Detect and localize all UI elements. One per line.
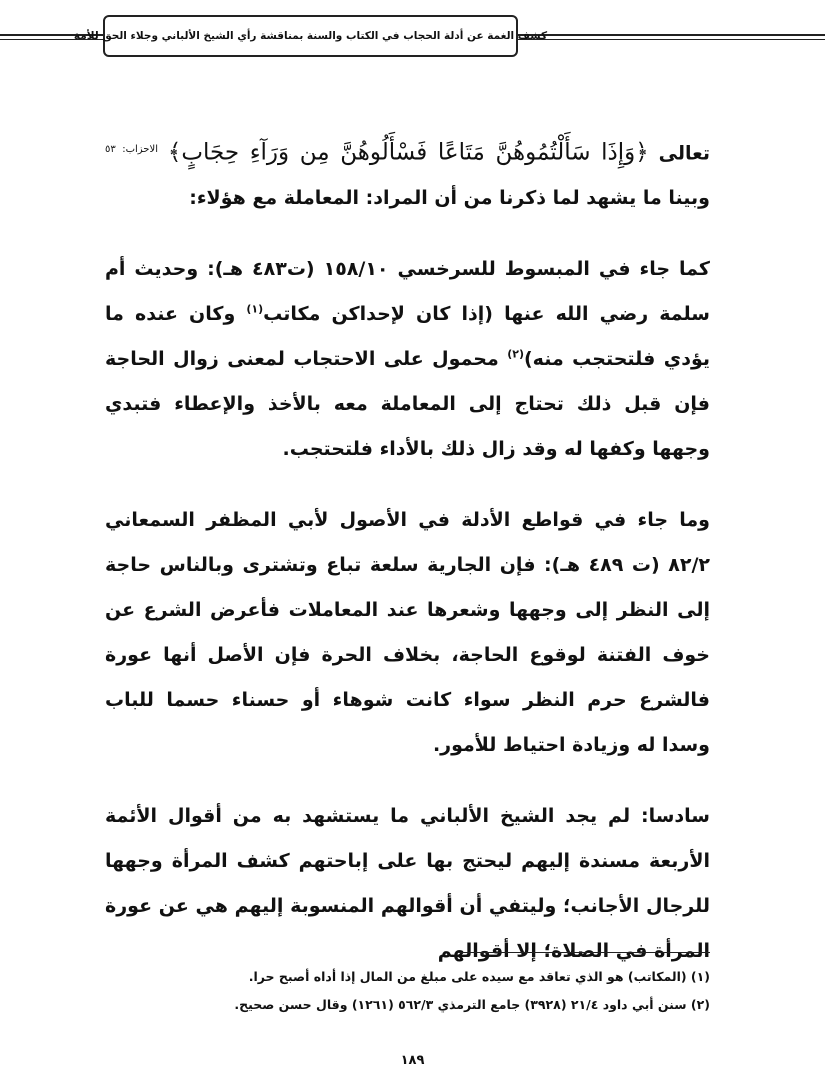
paragraph-sixth: سادسا: لم يجد الشيخ الألباني ما يستشهد به من أقوال الأئمة الأربعة مسندة إليهم ليحتج بها على إباحتهم كشف المرأة وجهها للرجال الأجانب؛ وليتفي أن أقوالهم المنسوبة إليهم هي عن عورة المرأة في الصلاة؛ إلا أقوالهم [105,805,710,963]
text-segment: كما جاء في المبسوط للسرخسي ١٥٨/١٠ (ت٤٨٣ هـ): وحديث أم سلمة رضي الله عنها (إذا كان لإحداكن مكاتب [105,258,710,326]
quran-reference: الاحزاب: ٥٣ [105,144,158,155]
paragraph-qawati: وما جاء في قواطع الأدلة في الأصول لأبي المظفر السمعاني ٨٢/٢ (ت ٤٨٩ هـ): فإن الجارية سلعة تباع وتشترى وبالناس حاجة إلى النظر إلى وجهها وشعرها عند المعاملات فأعرض الشرع عن خوف الفتنة لوقوع الحاجة، بخلاف الحرة فإن الأصل أنها عورة فالشرع حرم النظر سواء كانت شوهاء أو حسناء حسما للباب وسدا له وزيادة احتياط للأمور. [105,509,710,757]
text-segment: محمول على الاحتجاب لمعنى زوال الحاجة فإن قبل ذلك تحتاج إلى المعاملة معه بالأخذ والإعطاء فتبدي وجهها وكفها له وقد زال ذلك بالأداء فلتحتجب. [105,348,710,461]
paragraph-quran [105,127,710,221]
text-segment: وكان عنده ما يؤدي فلتحتجب منه) [105,303,710,371]
text-segment: تعالى [658,142,711,165]
running-header [73,15,548,57]
quran-verse: ﴿وَإِذَا سَأَلْتُمُوهُنَّ مَتَاعًا فَسْأَلُوهُنَّ مِن وَرَآءِ حِجَابٍ﴾ [167,139,649,166]
text-segment: يشهد لما ذكرنا من أن المراد: المعاملة مع هؤلاء: [189,187,637,210]
page-number: ١٨٩ [400,1053,425,1068]
footnote-divider [458,952,710,953]
footnotes [105,963,710,1019]
running-header-title: كشف الغمة عن أدلة الحجاب في الكتاب والسنة بمناقشة رأي الشيخ الألباني وجلاء الحق للأمة [73,30,548,42]
text-segment: وبينا ما [642,187,710,210]
footnote-ref-1[interactable]: (١) [246,303,264,316]
footnote-1: (١) (المكاتب) هو الذي تعاقد مع سيده على مبلغ من المال إذا أداه أصبح حرا. [248,969,710,984]
page-body [105,127,710,974]
footnote-2: (٢) سنن أبي داود ٢١/٤ (٣٩٢٨) جامع الترمذي ٥٦٢/٣ (١٢٦١) وقال حسن صحيح. [234,997,710,1012]
paragraph-mabsut [105,247,710,472]
footnote-ref-2[interactable]: (٢) [507,348,524,361]
